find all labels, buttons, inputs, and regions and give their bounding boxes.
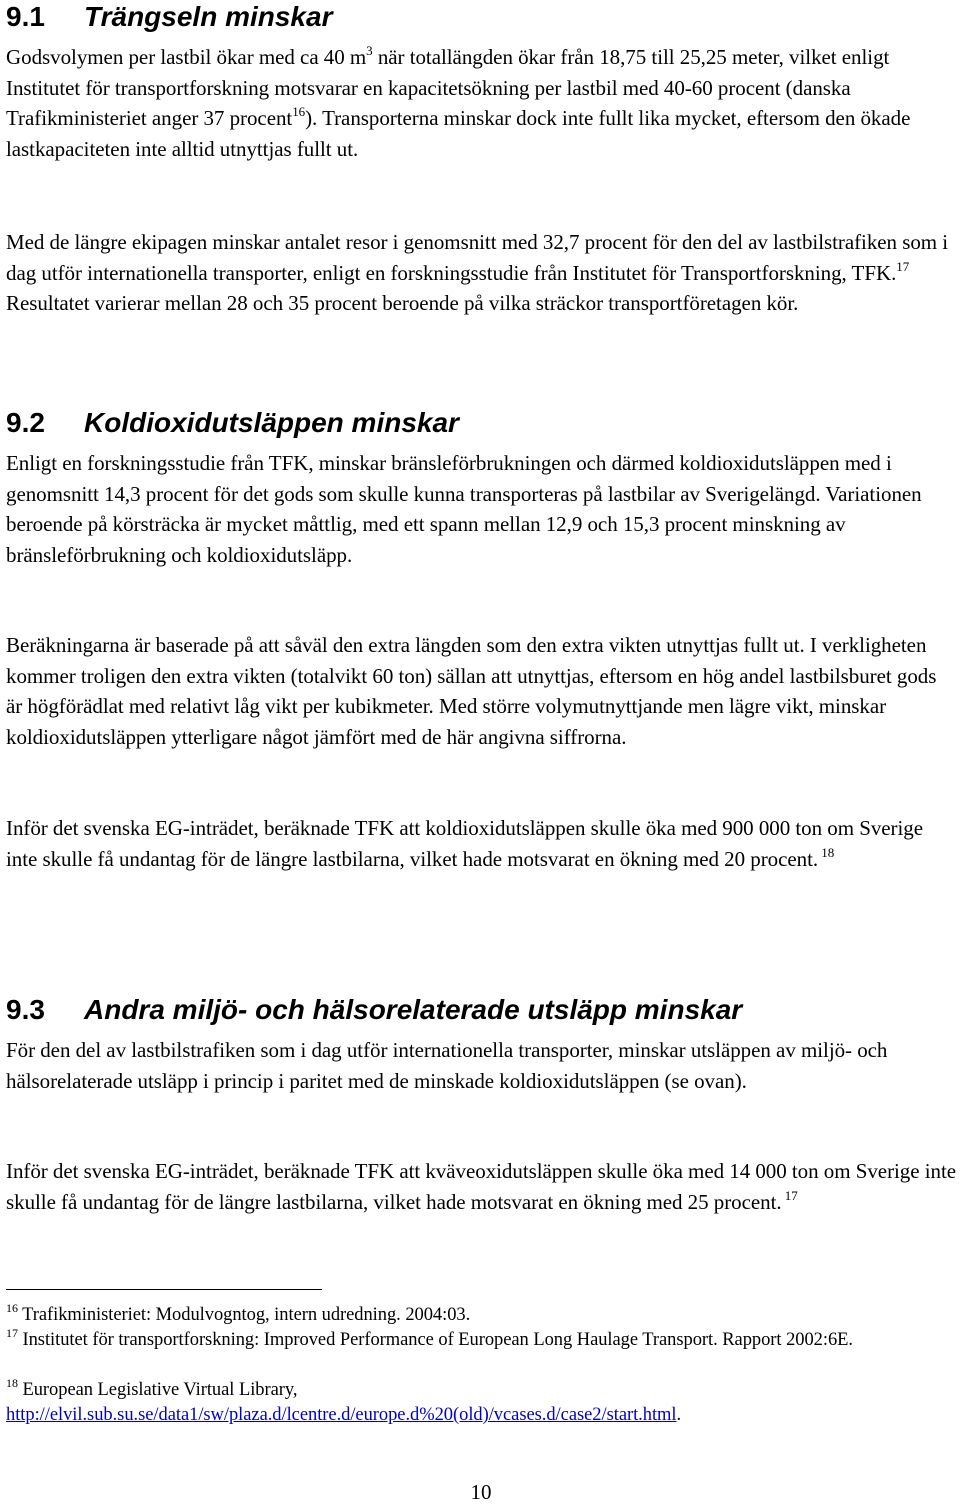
text: Inför det svenska EG-inträdet, beräknade TFK att koldioxidutsläppen skulle öka med 900 000 ton om Sverige inte skulle få undantag för de längre lastbilarna, vilket hade motsvarat en ökning med 20 procent. xyxy=(6,816,923,871)
section-title: Trängseln minskar xyxy=(84,1,333,32)
footnote-text: Institutet för transportforskning: Improved Performance of European Long Haulage Transport. Rapport 2002:6E. xyxy=(17,1330,853,1350)
footnote xyxy=(6,1303,956,1328)
paragraph xyxy=(6,227,956,319)
paragraph xyxy=(6,630,956,752)
section-title: Koldioxidutsläppen minskar xyxy=(84,407,459,438)
text: Beräkningarna är baserade på att såväl den extra längden som den extra vikten utnyttjas fullt ut. I verkligheten kommer troligen den extra vikten (totalvikt 60 ton) sällan att utnyttjas, eftersom en hög andel lastbilsburet gods är högförädlat med relativt låg vikt per kubikmeter. Med större volymutnyttjande men lägre vikt, minskar koldioxidutsläppen ytterligare något jämfört med de här angivna siffrorna. xyxy=(6,633,937,749)
section-title: Andra miljö- och hälsorelaterade utsläpp minskar xyxy=(84,994,743,1025)
superscript: 3 xyxy=(366,43,373,58)
section-heading-9-1 xyxy=(6,0,332,34)
footnote-text: . xyxy=(676,1405,682,1425)
section-number: 9.3 xyxy=(6,994,45,1025)
paragraph xyxy=(6,42,956,164)
footnote-ref: 18 xyxy=(818,844,835,860)
page-number: 10 xyxy=(470,1480,492,1504)
footnote xyxy=(6,1328,956,1353)
footnote xyxy=(6,1378,956,1428)
text: ). Transporterna minskar dock inte fullt lika mycket, eftersom den ökade lastkapaciteten inte alltid utnyttjas fullt ut. xyxy=(6,106,911,161)
paragraph xyxy=(6,448,956,570)
footnote-link[interactable]: http://elvil.sub.su.se/data1/sw/plaza.d/lcentre.d/europe.d%20(old)/vcases.d/case2/start.html xyxy=(6,1405,677,1425)
footnote-separator xyxy=(6,1289,322,1290)
section-heading-9-3 xyxy=(6,993,742,1027)
paragraph xyxy=(6,1156,956,1217)
footnote-text: European Legislative Virtual Library, xyxy=(17,1380,298,1400)
footnote-number: 16 xyxy=(6,1301,18,1315)
section-number: 9.1 xyxy=(6,1,45,32)
text: För den del av lastbilstrafiken som i dag utför internationella transporter, minskar utsläppen av miljö- och hälsorelaterade utsläpp i princip i paritet med de minskade koldioxidutsläppen (se ovan). xyxy=(6,1038,888,1093)
footnote-ref: 17 xyxy=(896,258,910,274)
footnote-ref: 17 xyxy=(781,1187,798,1203)
paragraph xyxy=(6,1035,956,1096)
footnote-number: 17 xyxy=(6,1326,18,1340)
paragraph xyxy=(6,813,956,874)
text: Resultatet varierar mellan 28 och 35 procent beroende på vilka sträckor transportföretagen kör. xyxy=(6,291,799,315)
text: Inför det svenska EG-inträdet, beräknade TFK att kväveoxidutsläppen skulle öka med 14 000 ton om Sverige inte skulle få undantag för de längre lastbilarna, vilket hade motsvarat en ökning med 25 procent. xyxy=(6,1159,957,1214)
text: Med de längre ekipagen minskar antalet resor i genomsnitt med 32,7 procent för den del av lastbilstrafiken som i dag utför internationella transporter, enligt en forskningsstudie från Institutet för Transportforskning, TFK. xyxy=(6,230,949,285)
section-number: 9.2 xyxy=(6,407,45,438)
text: när totallängden ökar från 18,75 till 25,25 meter, vilket enligt Institutet för transportforskning motsvarar en kapacitetsökning per lastbil med 40-60 procent (danska Trafikministeriet anger 37 procent xyxy=(6,45,890,130)
section-heading-9-2 xyxy=(6,406,459,440)
footnote-text: Trafikministeriet: Modulvogntog, intern udredning. 2004:03. xyxy=(17,1305,471,1325)
text: Enligt en forskningsstudie från TFK, minskar bränsleförbrukningen och därmed koldioxidutsläppen med i genomsnitt 14,3 procent för det gods som skulle kunna transporteras på lastbilar av Sverigelängd. Variationen beroende på körsträcka är mycket måttlig, med ett spann mellan 12,9 och 15,3 procent minskning av bränsleförbrukning och koldioxidutsläpp. xyxy=(6,451,922,567)
footnote-ref: 16 xyxy=(292,104,306,119)
footnote-number: 18 xyxy=(6,1376,18,1390)
text: Godsvolymen per lastbil ökar med ca 40 m xyxy=(6,45,367,69)
